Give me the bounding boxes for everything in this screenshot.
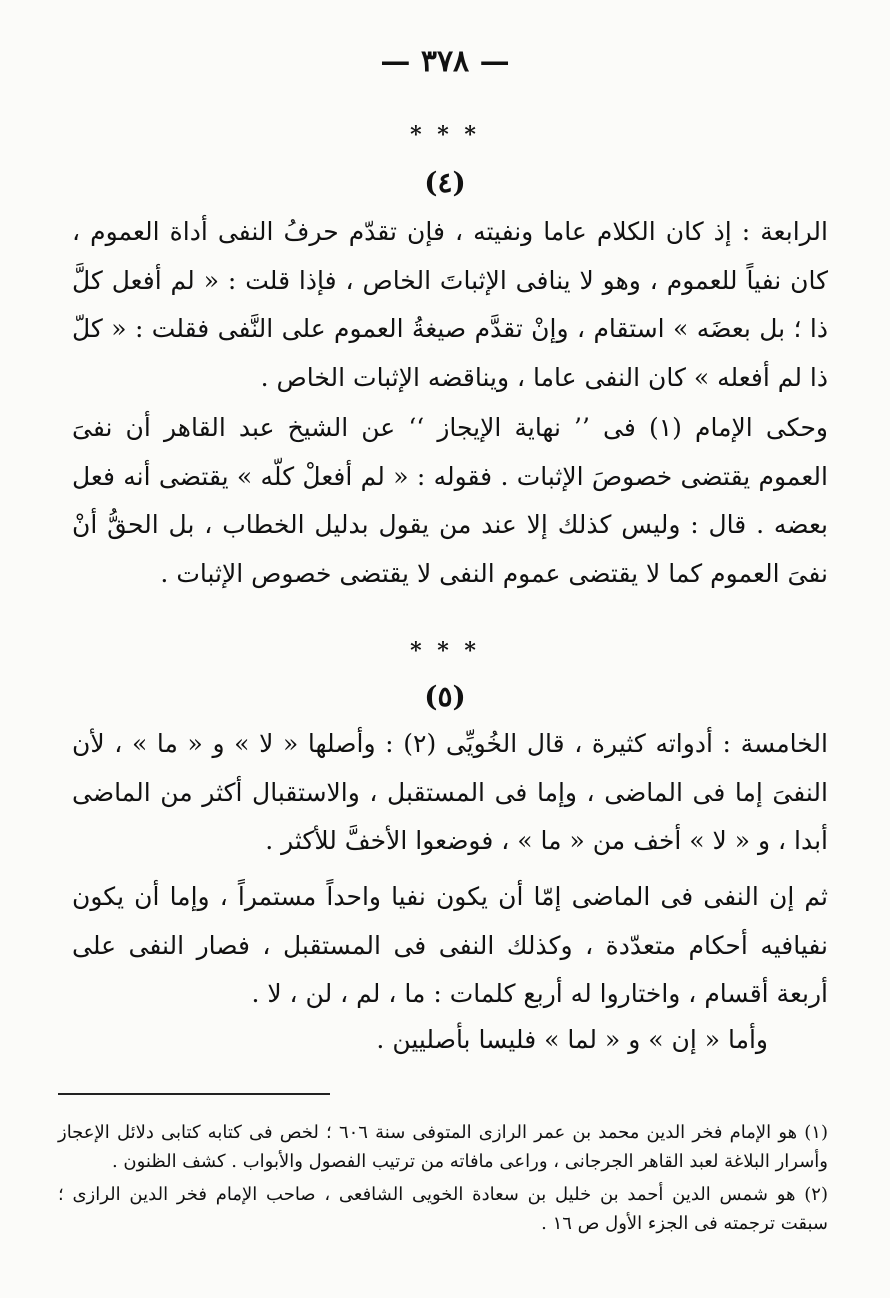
footnote: (٢) هو شمس الدين أحمد بن خليل بن سعادة الخويى الشافعى ، صاحب الإمام فخر الدين الرازى ؛ سبقت ترجمته فى الجزء الأول ص ١٦ . <box>58 1184 828 1234</box>
footnote-separator <box>58 1093 330 1095</box>
section-number: (٤) <box>424 166 466 199</box>
page-number: — ٣٧٨ — <box>380 44 510 79</box>
footnote: (١) هو الإمام فخر الدين محمد بن عمر الرازى المتوفى سنة ٦٠٦ ؛ لخص فى كتابه كتابى دلائل الإعجاز وأسرار البلاغة لعبد القاهر الجرجانى ، وراعى مافاته من ترتيب الفصول والأبواب . كشف الظنون . <box>58 1122 828 1172</box>
section-divider-stars: * * * <box>410 638 480 664</box>
paragraph: ثم إن النفى فى الماضى إمّا أن يكون نفيا واحداً مستمراً ، وإما أن يكون نفيافيه أحكام متعدّدة ، وكذلك النفى فى المستقبل ، فصار النفى على أربعة أقسام ، واختاروا له أربع كلمات : ما ، لم ، لن ، لا . <box>72 882 828 1008</box>
paragraph: وأما « إن » و « لما » فليسا بأصليين . <box>376 1025 768 1054</box>
section-number: (٥) <box>424 680 466 713</box>
section-divider-stars: * * * <box>410 122 480 148</box>
paragraph: وحكى الإمام (١) فى ’’ نهاية الإيجاز ‘‘ عن الشيخ عبد القاهر أن نفىَ العموم يقتضى خصوصَ الإثبات . فقوله : « لم أفعلْ كلّه » يقتضى أنه فعل بعضه . قال : وليس كذلك إلا عند من يقول بدليل الخطاب ، بل الحقُّ أنْ نفىَ العموم كما لا يقتضى عموم النفى لا يقتضى خصوص الإثبات . <box>72 413 828 588</box>
paragraph: الرابعة : إذ كان الكلام عاما ونفيته ، فإن تقدّم حرفُ النفى أداة العموم ، كان نفياً للعموم ، وهو لا ينافى الإثباتَ الخاص ، فإذا قلت : « لم أفعل كلَّ ذا ؛ بل بعضَه » استقام ، وإنْ تقدَّم صيغةُ العموم على النَّفى فقلت : « كلّ ذا لم أفعله » كان النفى عاما ، ويناقضه الإثبات الخاص . <box>72 217 828 392</box>
paragraph: الخامسة : أدواته كثيرة ، قال الخُويِّى (٢) : وأصلها « لا » و « ما » ، لأن النفىَ إما فى الماضى ، وإما فى المستقبل ، والاستقبال أكثر من الماضى أبدا ، و « لا » أخف من « ما » ، فوضعوا الأخفَّ للأكثر . <box>72 729 828 855</box>
